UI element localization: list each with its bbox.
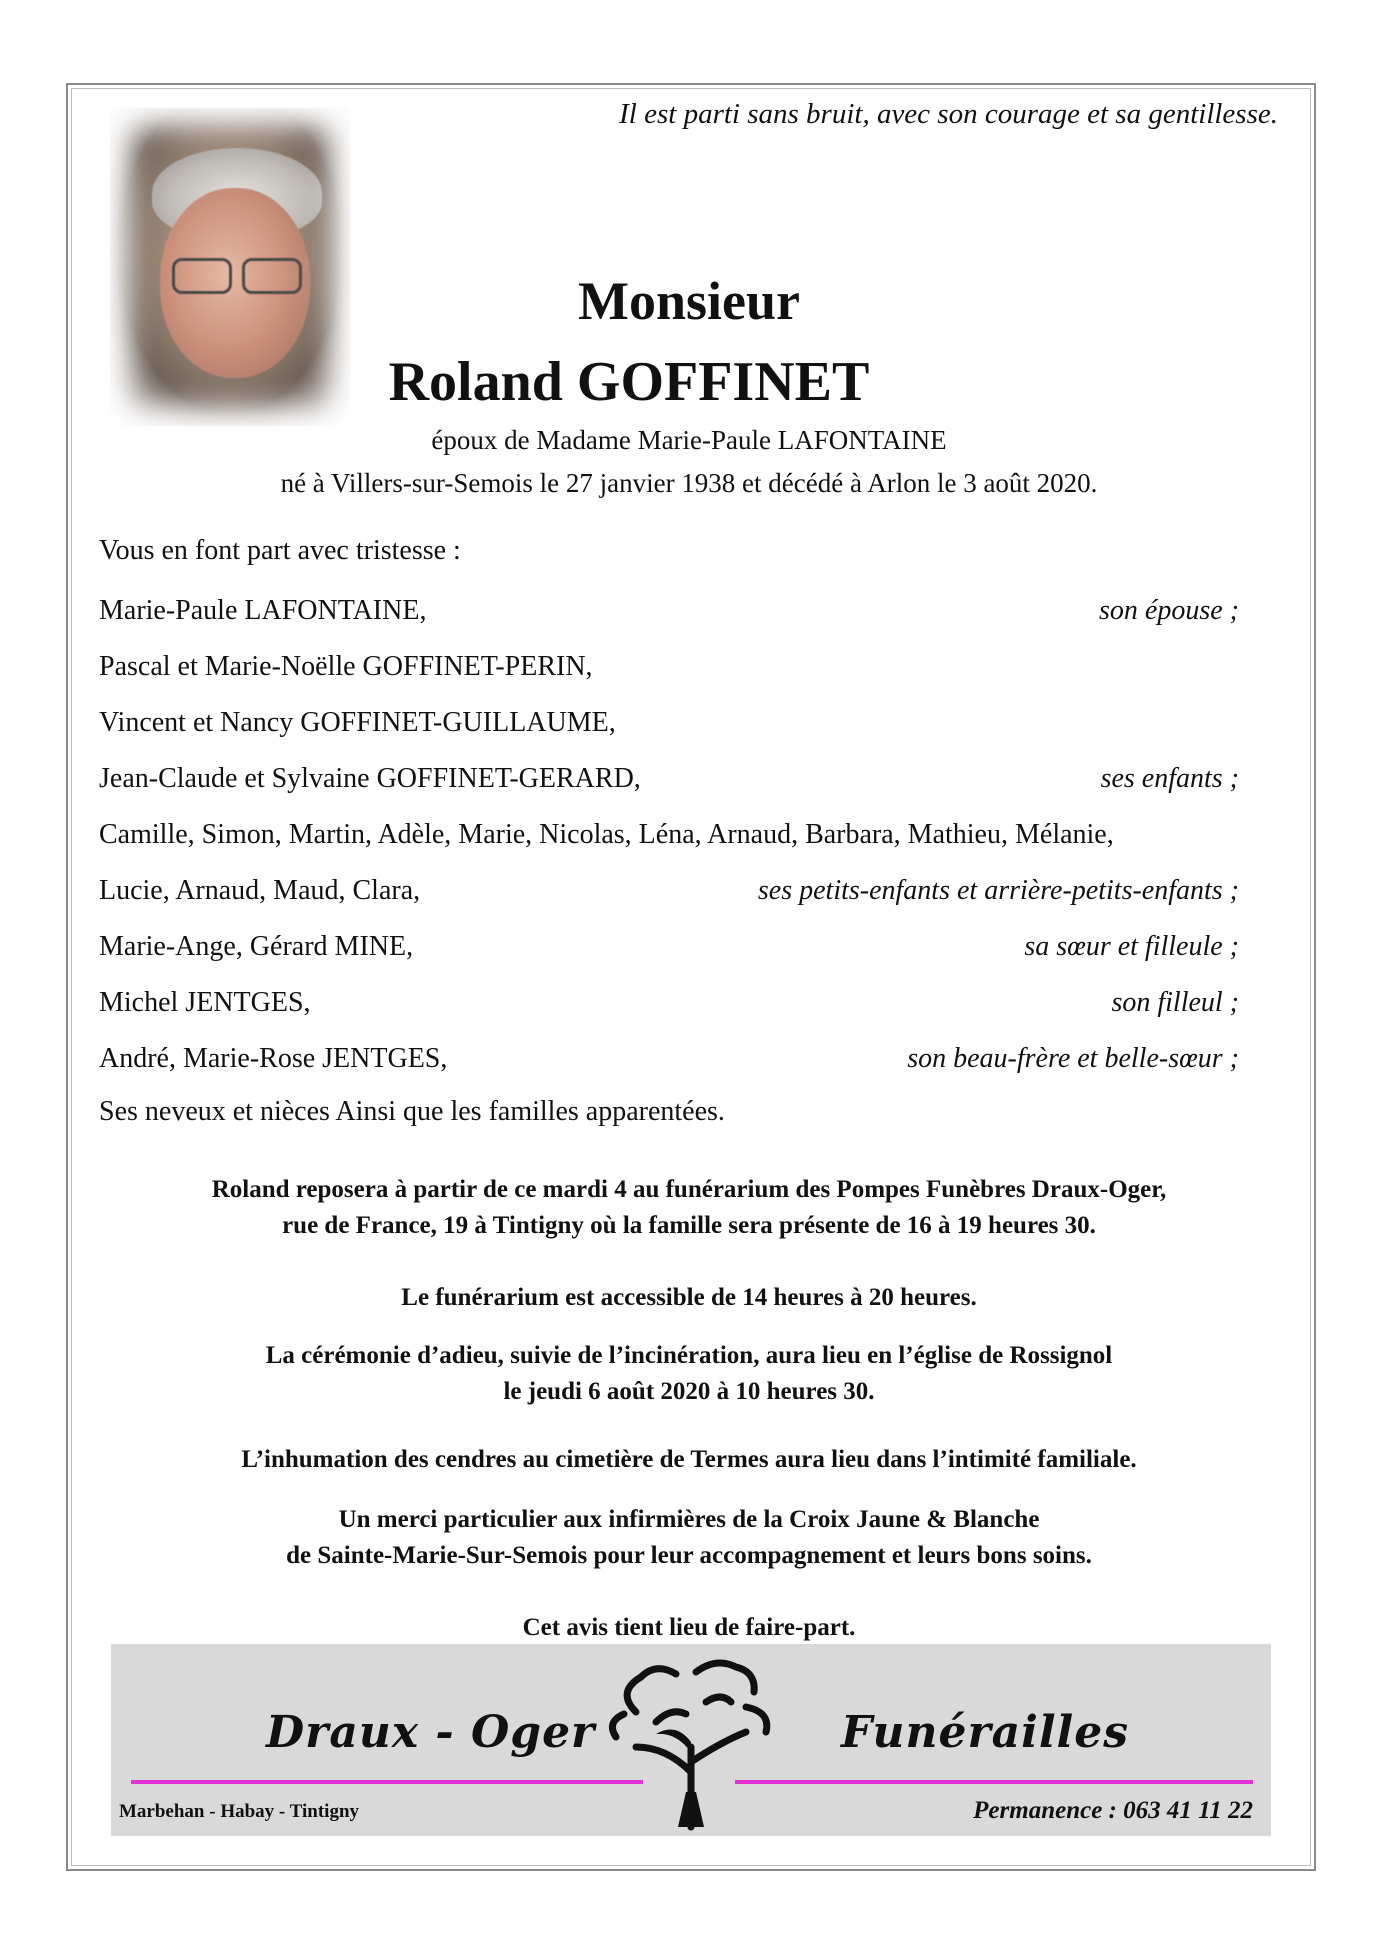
intro-text: Vous en font part avec tristesse : bbox=[99, 535, 461, 566]
info-burial: L’inhumation des cendres au cimetière de Termes aura lieu dans l’intimité familiale. bbox=[241, 1446, 1137, 1473]
family-name: Vincent et Nancy GOFFINET-GUILLAUME, bbox=[99, 707, 616, 738]
family-row bbox=[99, 707, 1239, 763]
family-row bbox=[99, 931, 1239, 987]
family-name: Jean-Claude et Sylvaine GOFFINET-GERARD, bbox=[99, 763, 641, 794]
family-role: son filleul ; bbox=[1111, 987, 1239, 1018]
accent-line-right bbox=[735, 1780, 1253, 1784]
family-name: Camille, Simon, Martin, Adèle, Marie, Nicolas, Léna, Arnaud, Barbara, Mathieu, Mélanie, bbox=[99, 819, 1114, 850]
spouse-line: époux de Madame Marie-Paule LAFONTAINE bbox=[431, 425, 947, 455]
family-name: Marie-Ange, Gérard MINE, bbox=[99, 931, 414, 962]
family-role: son épouse ; bbox=[1099, 595, 1239, 626]
family-role: ses petits-enfants et arrière-petits-enfants ; bbox=[757, 875, 1239, 906]
info-wake bbox=[0, 1172, 1378, 1244]
family-role: son beau-frère et belle-sœur ; bbox=[907, 1043, 1239, 1074]
info-hours: Le funérarium est accessible de 14 heures à 20 heures. bbox=[401, 1284, 977, 1311]
permanence-phone: Permanence : 063 41 11 22 bbox=[973, 1797, 1253, 1824]
info-thanks-line1: Un merci particulier aux infirmières de la Croix Jaune & Blanche bbox=[338, 1506, 1040, 1533]
info-notice: Cet avis tient lieu de faire-part. bbox=[522, 1614, 856, 1641]
family-row bbox=[99, 987, 1239, 1043]
family-name: André, Marie-Rose JENTGES, bbox=[99, 1043, 448, 1074]
family-row bbox=[99, 819, 1239, 875]
epigraph-quote: Il est parti sans bruit, avec son courage et sa gentillesse. bbox=[619, 98, 1278, 130]
brand-tagline: Funérailles bbox=[841, 1707, 1130, 1758]
family-row bbox=[99, 595, 1239, 651]
family-row bbox=[99, 651, 1239, 707]
title-name: Roland GOFFINET bbox=[388, 351, 870, 413]
family-row bbox=[99, 875, 1239, 931]
family-row bbox=[99, 763, 1239, 819]
family-name: Pascal et Marie-Noëlle GOFFINET-PERIN, bbox=[99, 651, 593, 682]
info-ceremony-line1: La cérémonie d’adieu, suivie de l’incinération, aura lieu en l’église de Rossignol bbox=[265, 1342, 1113, 1369]
info-thanks-line2: de Sainte-Marie-Sur-Semois pour leur accompagnement et leurs bons soins. bbox=[286, 1542, 1092, 1569]
title-honorific: Monsieur bbox=[578, 271, 800, 331]
info-wake-line2: rue de France, 19 à Tintigny où la famille sera présente de 16 à 19 heures 30. bbox=[282, 1212, 1096, 1239]
family-role: sa sœur et filleule ; bbox=[1024, 931, 1239, 962]
info-wake-line1: Roland reposera à partir de ce mardi 4 au funérarium des Pompes Funèbres Draux-Oger, bbox=[211, 1176, 1167, 1203]
family-role: ses enfants ; bbox=[1100, 763, 1239, 794]
birth-death-line: né à Villers-sur-Semois le 27 janvier 1938 et décédé à Arlon le 3 août 2020. bbox=[280, 468, 1098, 498]
family-row bbox=[99, 1043, 1239, 1099]
funeral-home-banner bbox=[111, 1644, 1271, 1836]
tree-icon bbox=[596, 1652, 786, 1832]
brand-name: Draux - Oger bbox=[266, 1707, 596, 1758]
locations: Marbehan - Habay - Tintigny bbox=[119, 1801, 360, 1822]
info-ceremony-line2: le jeudi 6 août 2020 à 10 heures 30. bbox=[503, 1378, 875, 1405]
accent-line-left bbox=[131, 1780, 643, 1784]
info-ceremony bbox=[0, 1338, 1378, 1410]
family-list bbox=[99, 595, 1239, 1099]
info-thanks bbox=[0, 1502, 1378, 1574]
family-name: Lucie, Arnaud, Maud, Clara, bbox=[99, 875, 421, 906]
family-name: Michel JENTGES, bbox=[99, 987, 311, 1018]
family-name: Marie-Paule LAFONTAINE, bbox=[99, 595, 427, 626]
family-final-line: Ses neveux et nièces Ainsi que les familles apparentées. bbox=[99, 1096, 725, 1127]
